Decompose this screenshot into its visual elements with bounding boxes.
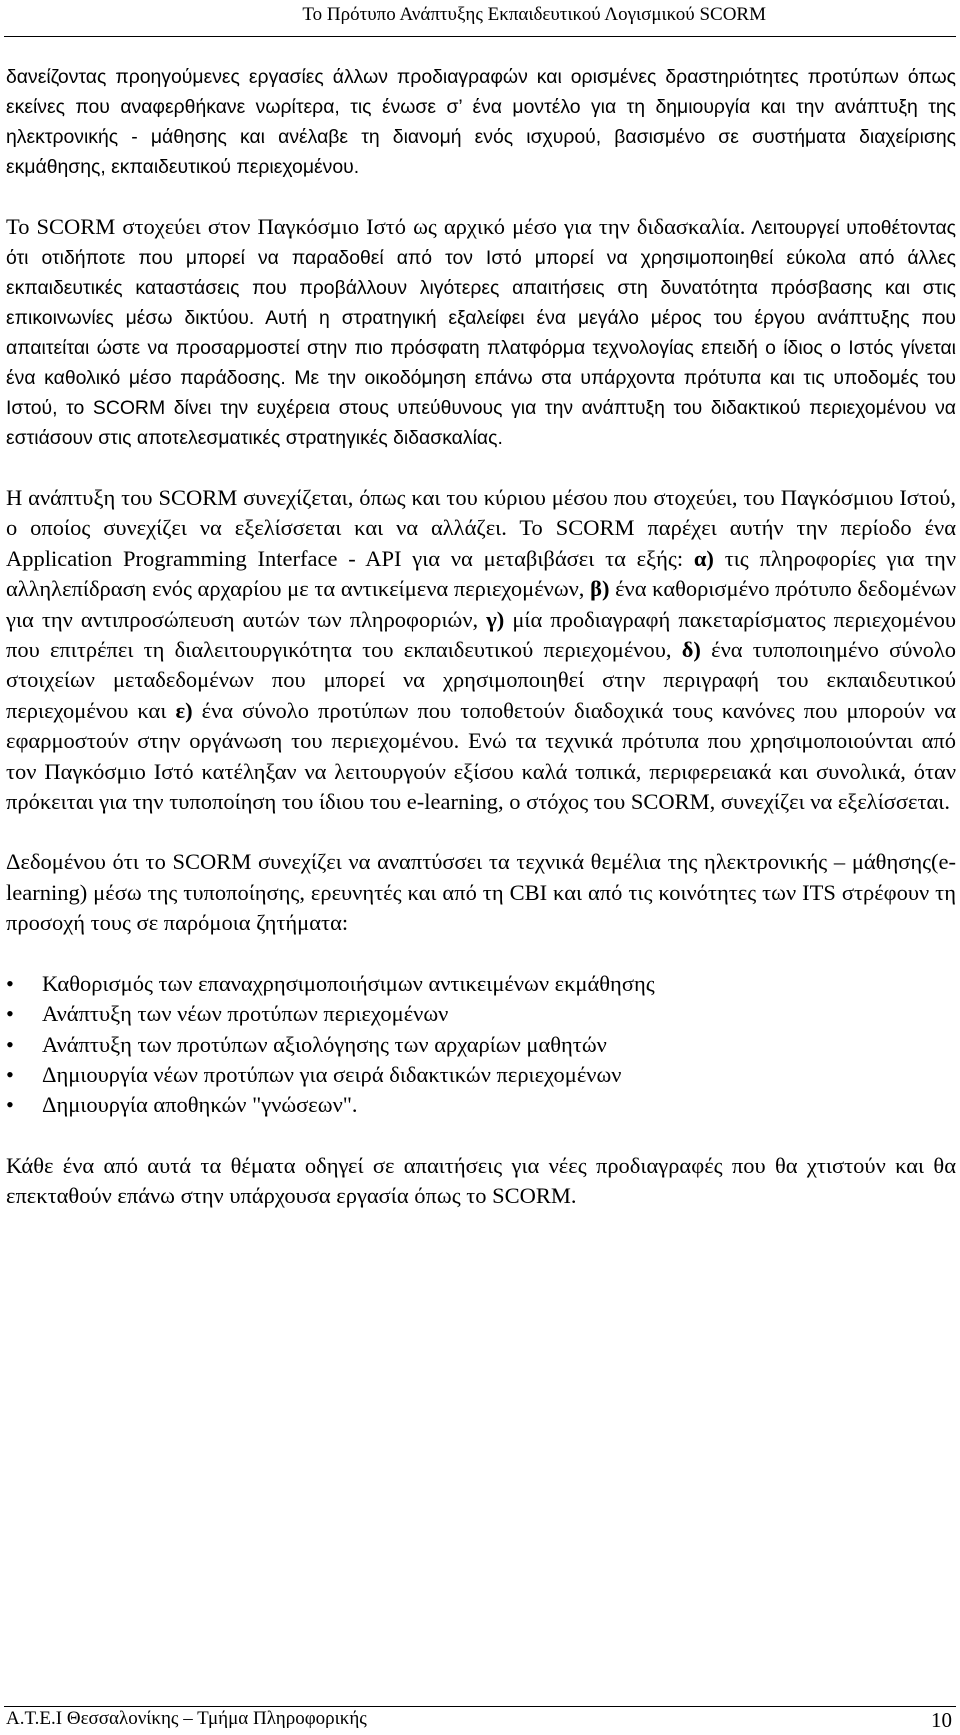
- list-item-text: Ανάπτυξη των προτύπων αξιολόγησης των αρχαρίων μαθητών: [42, 1031, 607, 1057]
- bullet-icon: •: [6, 970, 14, 996]
- paragraph-2-lead: Το SCORM στοχεύει στον Παγκόσμιο Ιστό ως αρχικό μέσο για την διδασκαλία.: [6, 214, 746, 239]
- footer-institution: Α.Τ.Ε.Ι Θεσσαλονίκης – Τμήμα Πληροφορικής: [6, 1708, 367, 1729]
- list-item: [6, 1030, 956, 1060]
- footer-rule: [4, 1706, 956, 1707]
- list-item: [6, 969, 956, 999]
- paragraph-5: Κάθε ένα από αυτά τα θέματα οδηγεί σε απαιτήσεις για νέες προδιαγραφές που θα χτιστούν και θα επεκταθούν επάνω στην υπάρχουσα εργασία όπως το SCORM.: [6, 1152, 956, 1209]
- p3-marker-a: α): [693, 545, 714, 571]
- running-header: Το Πρότυπο Ανάπτυξης Εκπαιδευτικού Λογισμικού SCORM: [302, 4, 766, 25]
- list-item: [6, 1090, 956, 1120]
- p3-text-4: μία προδιαγραφή πακεταρίσματος περιεχομένου που επιτρέπει τη διαλειτουργικότητα του εκπαιδευτικού περιεχομένου,: [6, 606, 956, 663]
- page-body: [6, 62, 956, 1212]
- topic-list: [6, 969, 956, 1121]
- p3-text-6: ένα σύνολο προτύπων που τοποθετούν διαδοχικά τους κανόνες που μπορούν να εφαρμοστούν στην οργάνωση του περιεχομένου. Ενώ τα τεχνικά πρότυπα που χρησιμοποιούνται από τον Παγκόσμιο Ιστό κατέληξαν να λειτουργούν εξίσου καλά τοπικά, περιφερειακά και συνολικά, όταν πρόκειται για την τυποποίηση του ίδιου του e-learning, ο στόχος του SCORM, συνεχίζει να εξελίσσεται.: [6, 697, 956, 815]
- page-number: 10: [931, 1708, 952, 1732]
- p3-text-5: ένα τυποποιημένο σύνολο στοιχείων μεταδεδομένων που μπορεί να χρησιμοποιηθεί στην περιγραφή του εκπαιδευτικού περιεχομένου και: [6, 637, 956, 723]
- p3-marker-d: δ): [681, 637, 701, 663]
- bullet-icon: •: [6, 1031, 14, 1057]
- paragraph-4: Δεδομένου ότι το SCORM συνεχίζει να αναπτύσσει τα τεχνικά θεμέλια της ηλεκτρονικής – μάθησης(e-learning) μέσω της τυποποίησης, ερευνητές και από τη CBI και από τις κοινότητες των ITS στρέφουν τη προσοχή τους σε παρόμοια ζητήματα:: [6, 849, 956, 936]
- p3-marker-c: γ): [486, 606, 505, 632]
- p3-text-1: Η ανάπτυξη του SCORM συνεχίζεται, όπως και του κύριου μέσου που στοχεύει, του Παγκόσμιου Ιστού, ο οποίος συνεχίζει να εξελίσσεται και να αλλάζει. Το SCORM παρέχει αυτήν την περίοδο ένα Application Programming Interface - API για να μεταβιβάσει τα εξής:: [6, 485, 956, 571]
- list-item-text: Δημιουργία αποθηκών "γνώσεων".: [42, 1092, 358, 1118]
- p3-marker-e: ε): [175, 697, 193, 723]
- header-rule: [4, 36, 956, 37]
- paragraph-1: δανείζοντας προηγούμενες εργασίες άλλων προδιαγραφών και ορισμένες δραστηριότητες προτύπων όπως εκείνες που αναφερθήκανε νωρίτερα, τις ένωσε σ’ ένα μοντέλο για τη δημιουργία και την ανάπτυξη της ηλεκτρονικής - μάθησης και ανέλαβε τη διανομή ενός ισχυρού, βασισμένο σε συστήματα διαχείρισης εκμάθησης, εκπαιδευτικού περιεχομένου.: [6, 66, 956, 178]
- list-item: [6, 1060, 956, 1090]
- p3-text-2: τις πληροφορίες για την αλληλεπίδραση ενός αρχαρίου με τα αντικείμενα περιεχομένων,: [6, 545, 956, 602]
- paragraph-2-rest: Λειτουργεί υποθέτοντας ότι οτιδήποτε που μπορεί να παραδοθεί από τον Ιστό μπορεί να χρησιμοποιηθεί εύκολα από άλλες εκπαιδευτικές καταστάσεις που προβάλλουν λιγότερες απαιτήσεις στη δυνατότητα πρόσβασης και στις επικοινωνίες μέσω δικτύου. Αυτή η στρατηγική εξαλείφει ένα μεγάλο μέρος του έργου ανάπτυξης που απαιτείται ώστε να προσαρμοστεί στην πιο πρόσφατη πλατφόρμα τεχνολογίας επειδή ο ίδιος ο Ιστός γίνεται ένα καθολικό μέσο παράδοσης. Με την οικοδόμηση επάνω στα υπάρχοντα πρότυπα και τις υποδομές του Ιστού, το SCORM δίνει την ευχέρεια στους υπεύθυνους για την ανάπτυξη του διδακτικού περιεχομένου να εστιάσουν στις αποτελεσματικές στρατηγικές διδασκαλίας.: [6, 217, 956, 449]
- list-item: [6, 999, 956, 1029]
- bullet-icon: •: [6, 1001, 14, 1027]
- list-item-text: Καθορισμός των επαναχρησιμοποιήσιμων αντικειμένων εκμάθησης: [42, 970, 655, 996]
- list-item-text: Ανάπτυξη των νέων προτύπων περιεχομένων: [42, 1001, 449, 1027]
- p3-marker-b: β): [590, 576, 610, 602]
- page-footer: [6, 1708, 954, 1730]
- list-item-text: Δημιουργία νέων προτύπων για σειρά διδακτικών περιεχομένων: [42, 1061, 622, 1087]
- bullet-icon: •: [6, 1092, 14, 1118]
- p3-text-3: ένα καθορισμένο πρότυπο δεδομένων για την αντιπροσώπευση αυτών των πληροφοριών,: [6, 576, 956, 632]
- paragraph-2: [6, 212, 956, 453]
- bullet-icon: •: [6, 1061, 14, 1087]
- paragraph-3: [6, 483, 956, 817]
